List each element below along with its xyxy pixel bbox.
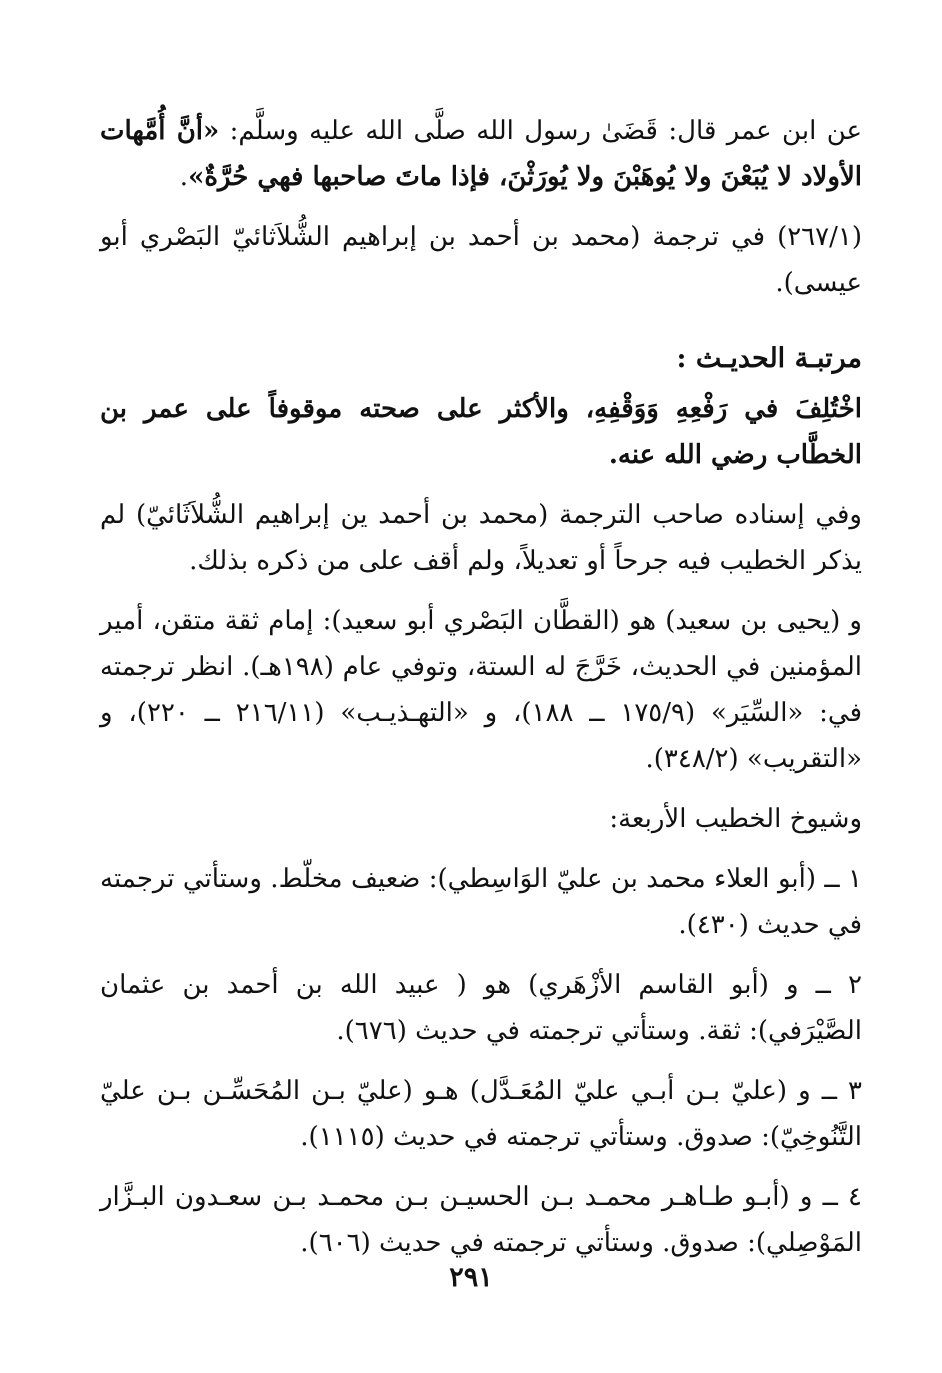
shuyukh-intro: وشيوخ الخطيب الأربعة:	[609, 804, 862, 834]
narrator-yahya-paragraph: و (يحيى بن سعيد) هو (القطَّان البَصْري أبو سعيد): إمام ثقة متقن، أمير المؤمنين في الحديث، خَرَّجَ له الستة، وتوفي عام (١٩٨هـ). انظر ترجمته في: «السِّيَر» (١٧٥/٩ ــ ١٨٨)، و «التهـذيـب» (٢١٦/١١ ــ ٢٢٠)، و «التقريب» (٣٤٨/٢).	[100, 606, 863, 774]
hadith-quote: «أنَّ أُمَّهات الأولاد لا يُبَعْنَ ولا يُوهَبْنَ ولا يُورَثْنَ، فإذا ماتَ صاحبها فهي حُرَّةٌ»	[100, 116, 862, 192]
hadith-text	[100, 108, 862, 200]
shaykh-item-4: ٤ ــ و (أبـو طـاهـر محمـد بـن الحسيـن بـن محمـد بـن سعـدون البـزَّار المَوْصِلي): صدوق. وستأتي ترجمته في حديث (٦٠٦).	[100, 1182, 862, 1258]
shaykh-item-2: ٢ ــ و (أبو القاسم الأزْهَري) هو ( عبيد الله بن أحمد بن عثمان الصَّيْرَفي): ثقة. وستأتي ترجمته في حديث (٦٧٦).	[100, 970, 862, 1046]
isnad-paragraph: وفي إسناده صاحب الترجمة (محمد بن أحمد ين إبراهيم الشُّلاَثَائيّ) لم يذكر الخطيب فيه جرحاً أو تعديلاً، ولم أقف على من ذكره بذلك.	[100, 500, 862, 576]
grading-paragraph: اخْتُلِفَ في رَفْعِهِ وَوَقْفِهِ، والأكثر على صحته موقوفاً على عمر بن الخطَّاب رضي الله عنه.	[100, 394, 862, 470]
page-number: ٢٩١	[449, 1262, 493, 1293]
source-reference: (٢٦٧/١) في ترجمة (محمد بن أحمد بن إبراهيم الشُّلاَثائيّ البَصْري أبو عيسى).	[100, 222, 862, 298]
shaykh-item-1: ١ ــ (أبو العلاء محمد بن عليّ الوَاسِطي): ضعيف مخلّط. وستأتي ترجمته في حديث (٤٣٠).	[100, 864, 862, 940]
section-heading: مرتبـة الحديـث :	[676, 343, 862, 374]
shaykh-item-3: ٣ ــ و (عليّ بـن أبـي عليّ المُعَـدَّل) هـو (عليّ بـن المُحَسِّـن بـن عليّ التَّنُوخِيّ): صدوق. وستأتي ترجمته في حديث (١١١٥).	[100, 1076, 862, 1152]
hadith-intro: عن ابن عمر قال: قَضَىٰ رسول الله صلَّى الله عليه وسلَّم:	[219, 116, 862, 146]
hadith-end: .	[179, 162, 189, 192]
